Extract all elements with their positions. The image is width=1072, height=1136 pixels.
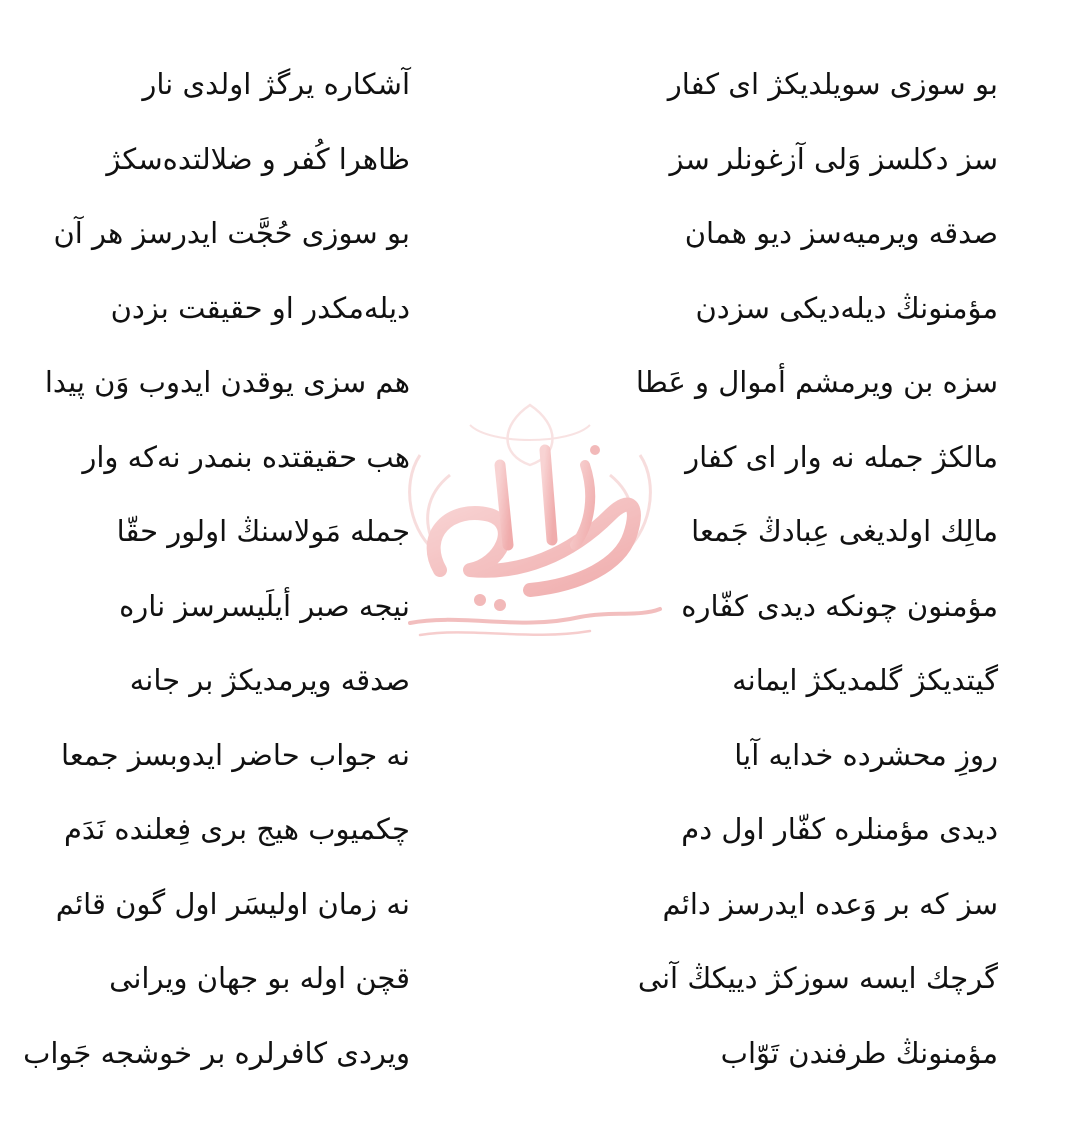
verse-row (0, 495, 1072, 570)
verse-second-hemistich: هب حقیقتده بنمدر نه‌که وار (82, 439, 410, 474)
verse-list (0, 48, 1072, 1091)
verse-row (0, 644, 1072, 719)
verse-second-hemistich: نه زمان اولیسَر اول گون قائم (55, 886, 410, 921)
verse-first-hemistich: مؤمنونڭ دیله‌دیکی سزدن (695, 290, 998, 325)
verse-first-hemistich: سزه بن ویرمشم أموال و عَطا (635, 365, 998, 399)
verse-first-hemistich: سز دکلسز وَلی آزغونلر سز (669, 141, 998, 176)
verse-row (0, 197, 1072, 272)
verse-second-hemistich: جمله مَولاسنڭ اولور حقّا (116, 514, 410, 548)
verse-row (0, 868, 1072, 943)
verse-row (0, 346, 1072, 421)
verse-second-hemistich: ظاهرا کُفر و ضلالتده‌سکژ (106, 141, 410, 176)
verse-second-hemistich: هم سزی یوقدن ایدوب وَن پیدا (44, 365, 410, 399)
verse-first-hemistich: روزِ محشرده خدایه آیا (734, 737, 998, 772)
verse-second-hemistich: آشکاره یرگژ اولدی نار (142, 67, 410, 101)
verse-first-hemistich: مؤمنونڭ طرفندن تَوّاب (720, 1035, 998, 1070)
verse-first-hemistich: سز که بر وَعده ایدرسز دائم (662, 886, 998, 921)
verse-second-hemistich: چکمیوب هیج بری فِعلنده نَدَم (63, 812, 410, 846)
verse-row (0, 272, 1072, 347)
verse-first-hemistich: مؤمنون چونکه دیدی کفّاره (681, 588, 998, 623)
verse-first-hemistich: گیتدیکژ گلمدیکژ ایمانه (732, 663, 998, 697)
verse-row (0, 421, 1072, 496)
verse-second-hemistich: نه جواب حاضر ایدوبسز جمعا (61, 737, 410, 772)
verse-second-hemistich: قچن اوله بو جهان ویرانی (109, 961, 410, 995)
verse-second-hemistich: بو سوزی حُجَّت ایدرسز هر آن (53, 216, 410, 250)
verse-second-hemistich: ویردی کافرلره بر خوشجه جَواب (23, 1035, 410, 1070)
verse-row (0, 123, 1072, 198)
verse-second-hemistich: نیجه صبر أیلَیسرسز ناره (119, 588, 410, 623)
verse-row (0, 719, 1072, 794)
verse-second-hemistich: صدقه ویرمدیکژ بر جانه (129, 663, 410, 697)
verse-row (0, 793, 1072, 868)
verse-row (0, 570, 1072, 645)
verse-row (0, 1017, 1072, 1092)
verse-row (0, 48, 1072, 123)
verse-first-hemistich: مالکژ جمله نه وار ای کفار (685, 439, 998, 474)
verse-first-hemistich: صدقه ویرمیه‌سز دیو همان (684, 216, 998, 250)
verse-first-hemistich: گرچك ایسه سوزکژ دییكڭ آنی (637, 961, 998, 995)
verse-row (0, 942, 1072, 1017)
verse-second-hemistich: دیله‌مکدر او حقیقت بزدن (110, 290, 410, 325)
verse-first-hemistich: دیدی مؤمنلره کفّار اول دم (681, 812, 998, 846)
verse-first-hemistich: بو سوزی سویلدیکژ ای کفار (667, 67, 998, 101)
verse-first-hemistich: مالِك اولدیغی عِبادڭ جَمعا (691, 514, 998, 548)
